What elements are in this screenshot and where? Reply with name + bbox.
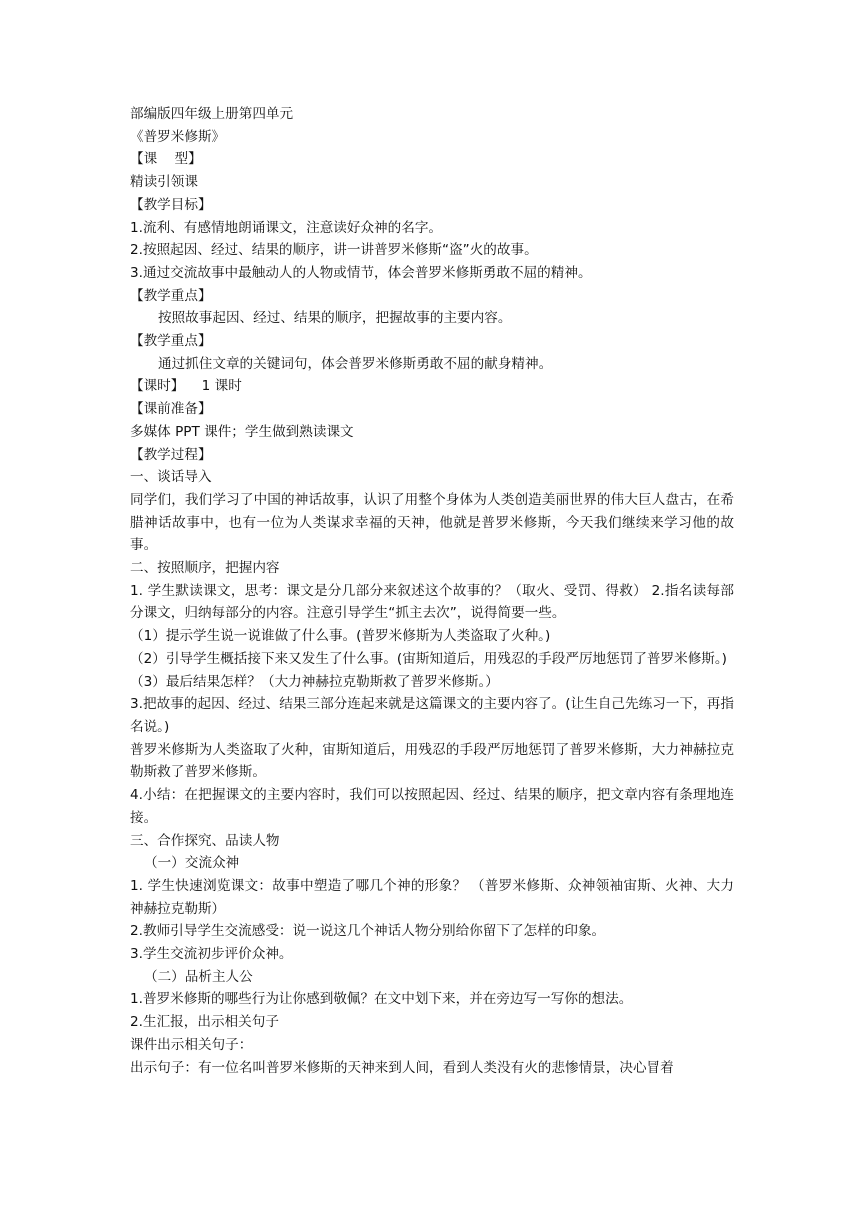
text-line: （1）提示学生说一说谁做了什么事。(普罗米修斯为人类盗取了火种。) bbox=[130, 628, 551, 645]
text-line: 1. 学生默读课文，思考：课文是分几部分来叙述这个故事的？（取火、受罚、得救） 2.指名读每部分课文，归纳每部分的内容。注意引导学生“抓主去次”，说得简要一些。 bbox=[130, 582, 734, 622]
text-line: 1.普罗米修斯的哪些行为让你感到敬佩？在文中划下来，并在旁边写一写你的想法。 bbox=[130, 991, 633, 1008]
text-line: 2.教师引导学生交流感受：说一说这几个神话人物分别给你留下了怎样的印象。 bbox=[130, 923, 606, 940]
text-line: 【教学重点】 bbox=[130, 287, 212, 304]
text-line: 精读引领课 bbox=[130, 174, 198, 191]
text-line: 3.学生交流初步评价众神。 bbox=[130, 946, 293, 963]
text-line: 【课 型】 bbox=[130, 151, 202, 168]
text-line: 【教学重点】 bbox=[130, 333, 212, 350]
text-line: 同学们，我们学习了中国的神话故事，认识了用整个身体为人类创造美丽世界的伟大巨人盘古，在希腊神话故事中，也有一位为人类谋求幸福的天神，他就是普罗米修斯，今天我们继续来学习他的故事。 bbox=[130, 491, 734, 554]
text-line: 【课前准备】 bbox=[130, 401, 212, 418]
text-line: 按照故事起因、经过、结果的顺序，把握故事的主要内容。 bbox=[158, 310, 512, 327]
text-line: 通过抓住文章的关键词句，体会普罗米修斯勇敢不屈的献身精神。 bbox=[158, 355, 553, 372]
text-line: 1. 学生快速浏览课文：故事中塑造了哪几个神的形象？ （普罗米修斯、众神领袖宙斯、火神、大力神赫拉克勒斯） bbox=[130, 877, 734, 917]
text-line: 一、谈话导入 bbox=[130, 469, 212, 486]
text-line: 2.按照起因、经过、结果的顺序，讲一讲普罗米修斯“盗”火的故事。 bbox=[130, 242, 538, 259]
text-line: 部编版四年级上册第四单元 bbox=[130, 106, 294, 122]
text-line: 课件出示相关句子： bbox=[130, 1036, 253, 1053]
text-line: （3）最后结果怎样？（大力神赫拉克勒斯救了普罗米修斯。） bbox=[130, 673, 499, 690]
text-line: （2）引导学生概括接下来又发生了什么事。(宙斯知道后，用残忍的手段严厉地惩罚了普罗米修斯。) bbox=[130, 650, 727, 667]
text-line: 二、按照顺序，把握内容 bbox=[130, 560, 280, 577]
text-line: 《普罗米修斯》 bbox=[130, 128, 226, 145]
text-line: 【教学目标】 bbox=[130, 196, 212, 213]
text-line: （一）交流众神 bbox=[144, 855, 240, 872]
text-line: 三、合作探究、品读人物 bbox=[130, 832, 280, 849]
document-page bbox=[130, 103, 734, 1079]
text-line: 出示句子：有一位名叫普罗米修斯的天神来到人间，看到人类没有火的悲惨情景，决心冒着 bbox=[130, 1059, 674, 1076]
text-line: 4.小结：在把握课文的主要内容时，我们可以按照起因、经过、结果的顺序，把文章内容有条理地连接。 bbox=[130, 787, 734, 826]
text-line: 【课时】 1 课时 bbox=[130, 378, 242, 395]
text-line: 【教学过程】 bbox=[130, 446, 212, 463]
text-line: 多媒体 PPT 课件；学生做到熟读课文 bbox=[130, 423, 354, 440]
text-line: 2.生汇报，出示相关句子 bbox=[130, 1014, 279, 1031]
text-line: 3.把故事的起因、经过、结果三部分连起来就是这篇课文的主要内容了。(让生自己先练习一下，再指名说。) bbox=[130, 696, 734, 735]
text-line: （二）品析主人公 bbox=[144, 968, 253, 985]
text-line: 普罗米修斯为人类盗取了火种，宙斯知道后，用残忍的手段严厉地惩罚了普罗米修斯，大力神赫拉克勒斯救了普罗米修斯。 bbox=[130, 741, 734, 781]
text-line: 3.通过交流故事中最触动人的人物或情节，体会普罗米修斯勇敢不屈的精神。 bbox=[130, 264, 592, 281]
text-line: 1.流利、有感情地朗诵课文，注意读好众神的名字。 bbox=[130, 219, 443, 236]
